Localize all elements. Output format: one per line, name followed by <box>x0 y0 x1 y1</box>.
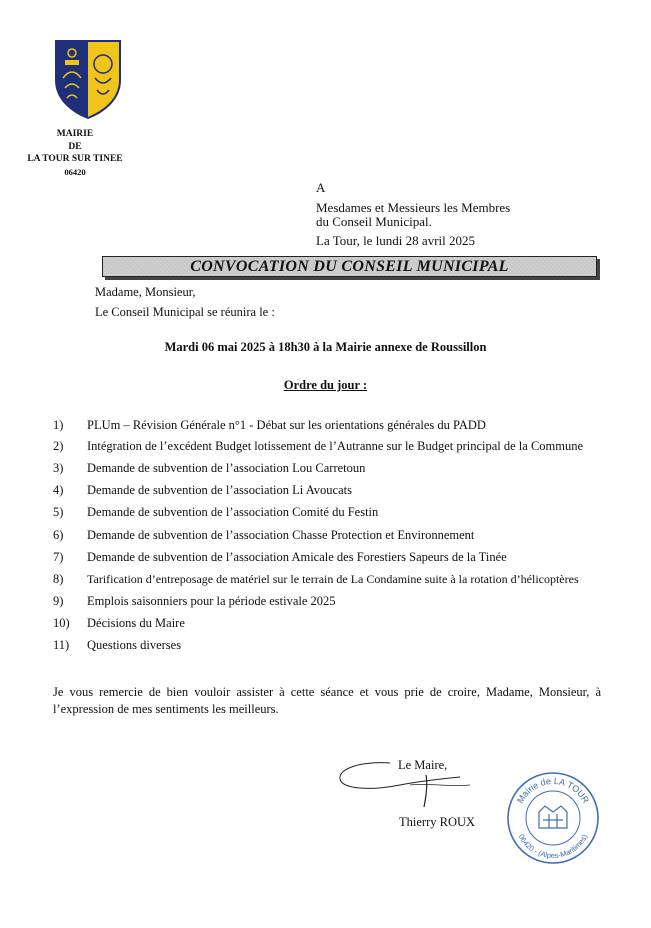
agenda-item <box>53 439 633 455</box>
recipient-a: A <box>316 180 326 195</box>
meeting-details: Mardi 06 mai 2025 à 18h30 à la Mairie annexe de Roussillon <box>164 340 487 354</box>
intro-text: Le Conseil Municipal se réunira le : <box>95 305 275 319</box>
agenda-number: 6) <box>53 528 64 542</box>
agenda-item <box>53 528 633 544</box>
title-banner <box>102 256 597 277</box>
agenda-text: Demande de subvention de l’association Li Avoucats <box>87 483 352 497</box>
stamp-top-text: Mairie de LA TOUR <box>514 775 592 805</box>
postal-code: 06420 <box>64 166 86 177</box>
agenda-item <box>53 550 633 566</box>
agenda-text: Intégration de l’excédent Budget lotissement de l’Autranne sur le Budget principal de la Commune <box>87 439 584 453</box>
mairie-address-block <box>20 128 130 178</box>
recipient-line2: du Conseil Municipal. <box>316 214 432 229</box>
agenda-item <box>53 418 633 434</box>
agenda-item <box>53 616 633 632</box>
recipient-line1: Mesdames et Messieurs les Membres <box>316 200 511 215</box>
municipal-crest-logo <box>53 38 123 120</box>
agenda-text: Tarification d’entreposage de matériel sur le terrain de La Condamine suite à la rotation d’hélicoptères <box>87 572 579 586</box>
commune-name: LA TOUR SUR TINEE <box>27 154 123 164</box>
agenda-number: 3) <box>53 461 64 475</box>
agenda-number: 5) <box>53 505 64 519</box>
agenda-text: Demande de subvention de l’association Lou Carretoun <box>87 461 366 475</box>
agenda-text: Décisions du Maire <box>87 616 185 630</box>
agenda-text: PLUm – Révision Générale n°1 - Débat sur les orientations générales du PADD <box>87 418 486 432</box>
agenda-number: 10) <box>53 616 70 630</box>
salutation: Madame, Monsieur, <box>95 285 196 299</box>
agenda-number: 11) <box>53 638 70 652</box>
mairie-stamp <box>505 770 601 866</box>
mairie-label: MAIRIE <box>56 129 94 139</box>
agenda-item <box>53 572 633 588</box>
agenda-item <box>53 461 633 477</box>
signer-name: Thierry ROUX <box>399 815 476 829</box>
agenda-text: Demande de subvention de l’association Comité du Festin <box>87 505 379 519</box>
mairie-de: DE <box>68 141 82 152</box>
agenda-number: 4) <box>53 483 64 497</box>
agenda-number: 1) <box>53 418 64 432</box>
agenda-item <box>53 483 633 499</box>
closing-paragraph: Je vous remercie de bien vouloir assister à cette séance et vous prie de croire, Madame, Monsieur, à l’expression de mes sentiments les meilleurs. <box>53 685 601 716</box>
agenda-heading: Ordre du jour : <box>283 378 368 392</box>
agenda-text: Questions diverses <box>87 638 182 652</box>
agenda-text: Demande de subvention de l’association Amicale des Forestiers Sapeurs de la Tinée <box>87 550 507 564</box>
agenda-number: 8) <box>53 572 64 586</box>
signature-role: Le Maire, <box>398 758 448 772</box>
agenda-item <box>53 505 633 521</box>
date-line: La Tour, le lundi 28 avril 2025 <box>316 233 475 248</box>
document-title: CONVOCATION DU CONSEIL MUNICIPAL <box>190 258 509 275</box>
stamp-bottom-text: 06420 - (Alpes-Maritimes) <box>516 832 590 861</box>
agenda-text: Demande de subvention de l’association Chasse Protection et Environnement <box>87 528 475 542</box>
agenda-number: 7) <box>53 550 64 564</box>
agenda-item <box>53 638 633 654</box>
agenda-number: 9) <box>53 594 64 608</box>
agenda-item <box>53 594 633 610</box>
agenda-text: Emplois saisonniers pour la période estivale 2025 <box>87 594 336 608</box>
agenda-number: 2) <box>53 439 64 453</box>
